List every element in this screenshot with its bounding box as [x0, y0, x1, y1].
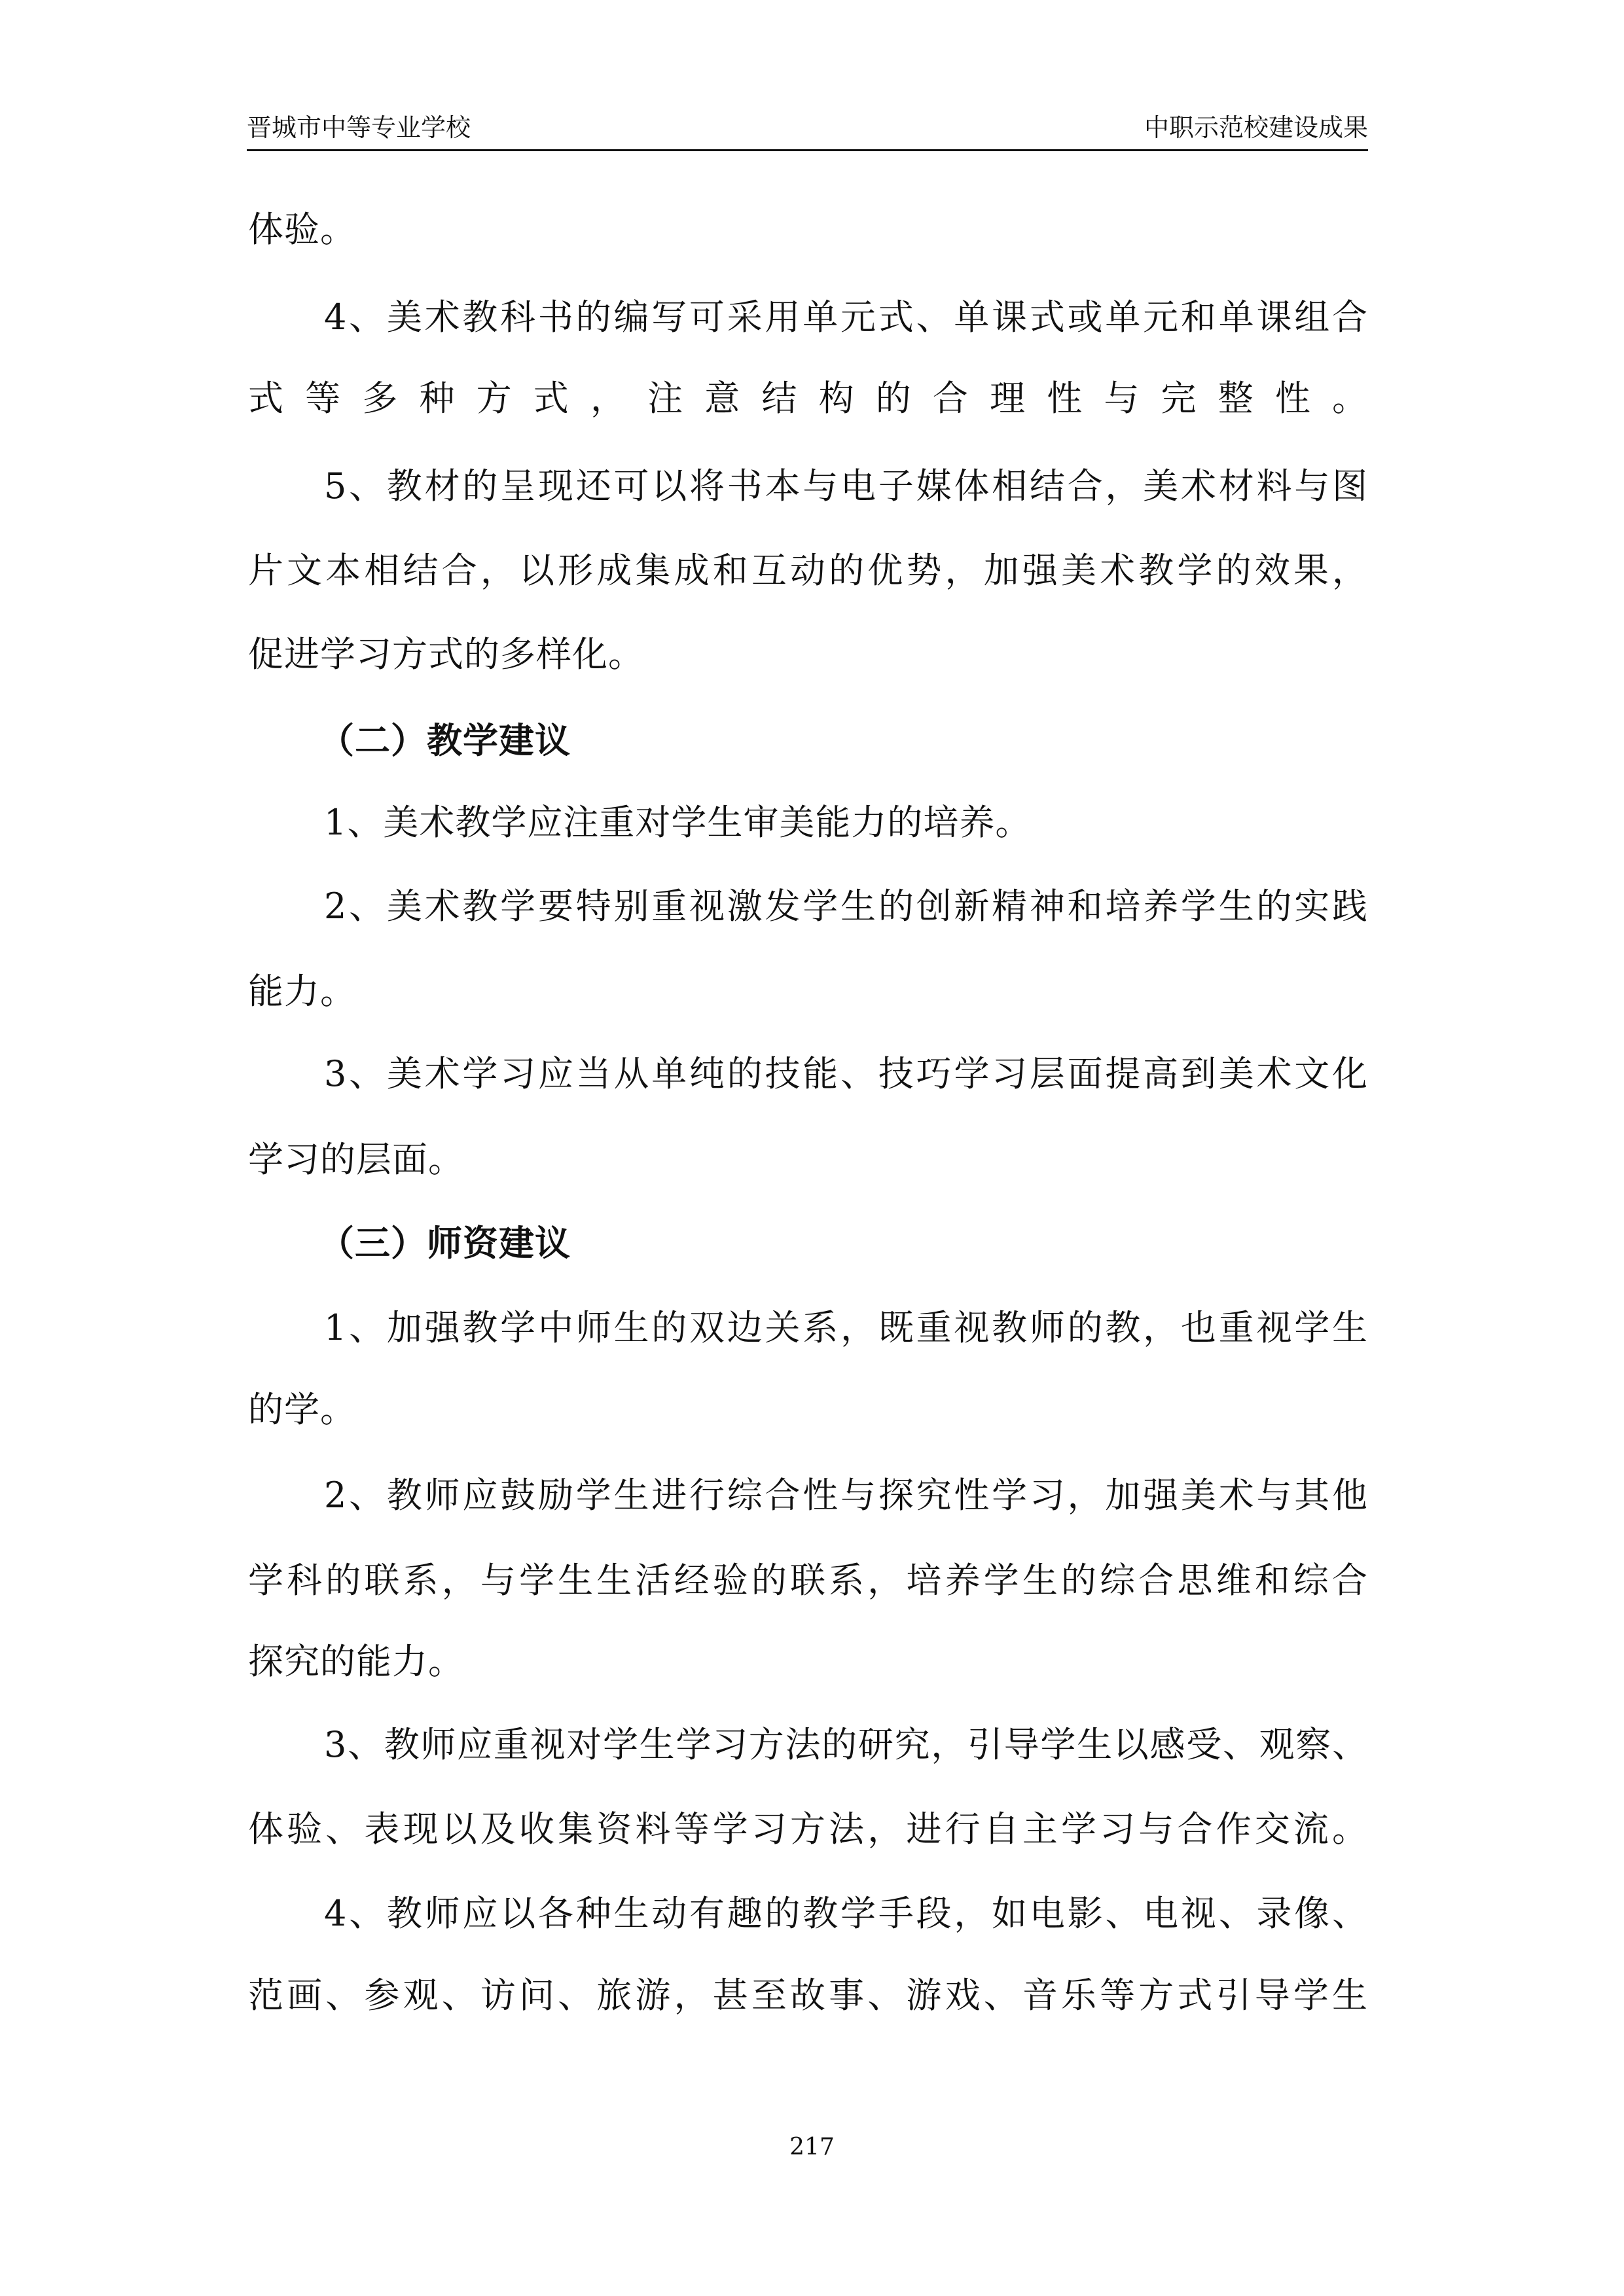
- text-line: 探究的能力。: [248, 1641, 464, 1682]
- text-line: 体验、表现以及收集资料等学习方法，进行自主学习与合作交流。: [248, 1808, 1368, 1850]
- text-line: 学习的层面。: [248, 1139, 464, 1180]
- text-line: 片文本相结合，以形成集成和互动的优势，加强美术教学的效果，: [248, 550, 1368, 591]
- text-line: 4、教师应以各种生动有趣的教学手段，如电影、电视、录像、: [324, 1893, 1368, 1934]
- page-header: [247, 111, 1368, 151]
- text-line: 的学。: [248, 1389, 356, 1430]
- page-number: 217: [789, 2134, 835, 2161]
- text-line: 5、教材的呈现还可以将书本与电子媒体相结合，美术材料与图: [324, 465, 1368, 507]
- text-line: 3、美术学习应当从单纯的技能、技巧学习层面提高到美术文化: [324, 1053, 1368, 1094]
- header-document-title: 中职示范校建设成果: [1144, 113, 1368, 142]
- text-line: 体验。: [248, 209, 356, 250]
- section-heading: （三）师资建议: [319, 1222, 571, 1264]
- text-line: 式等多种方式，注意结构的合理性与完整性。: [248, 378, 1368, 419]
- text-line: 促进学习方式的多样化。: [248, 634, 644, 675]
- text-line: 1、加强教学中师生的双边关系，既重视教师的教，也重视学生: [324, 1307, 1368, 1348]
- text-line: 范画、参观、访问、旅游，甚至故事、游戏、音乐等方式引导学生: [248, 1975, 1368, 2016]
- text-line: 学科的联系，与学生生活经验的联系，培养学生的综合思维和综合: [248, 1560, 1368, 1601]
- text-line: 3、教师应重视对学生学习方法的研究，引导学生以感受、观察、: [324, 1724, 1368, 1765]
- section-heading: （二）教学建议: [319, 719, 571, 761]
- text-line: 2、教师应鼓励学生进行综合性与探究性学习，加强美术与其他: [324, 1475, 1368, 1516]
- text-line: 1、美术教学应注重对学生审美能力的培养。: [324, 802, 1032, 843]
- text-line: 4、美术教科书的编写可采用单元式、单课式或单元和单课组合: [324, 296, 1368, 338]
- header-school-name: 晋城市中等专业学校: [247, 113, 471, 142]
- text-line: 2、美术教学要特别重视激发学生的创新精神和培养学生的实践: [324, 886, 1368, 927]
- text-line: 能力。: [248, 971, 356, 1012]
